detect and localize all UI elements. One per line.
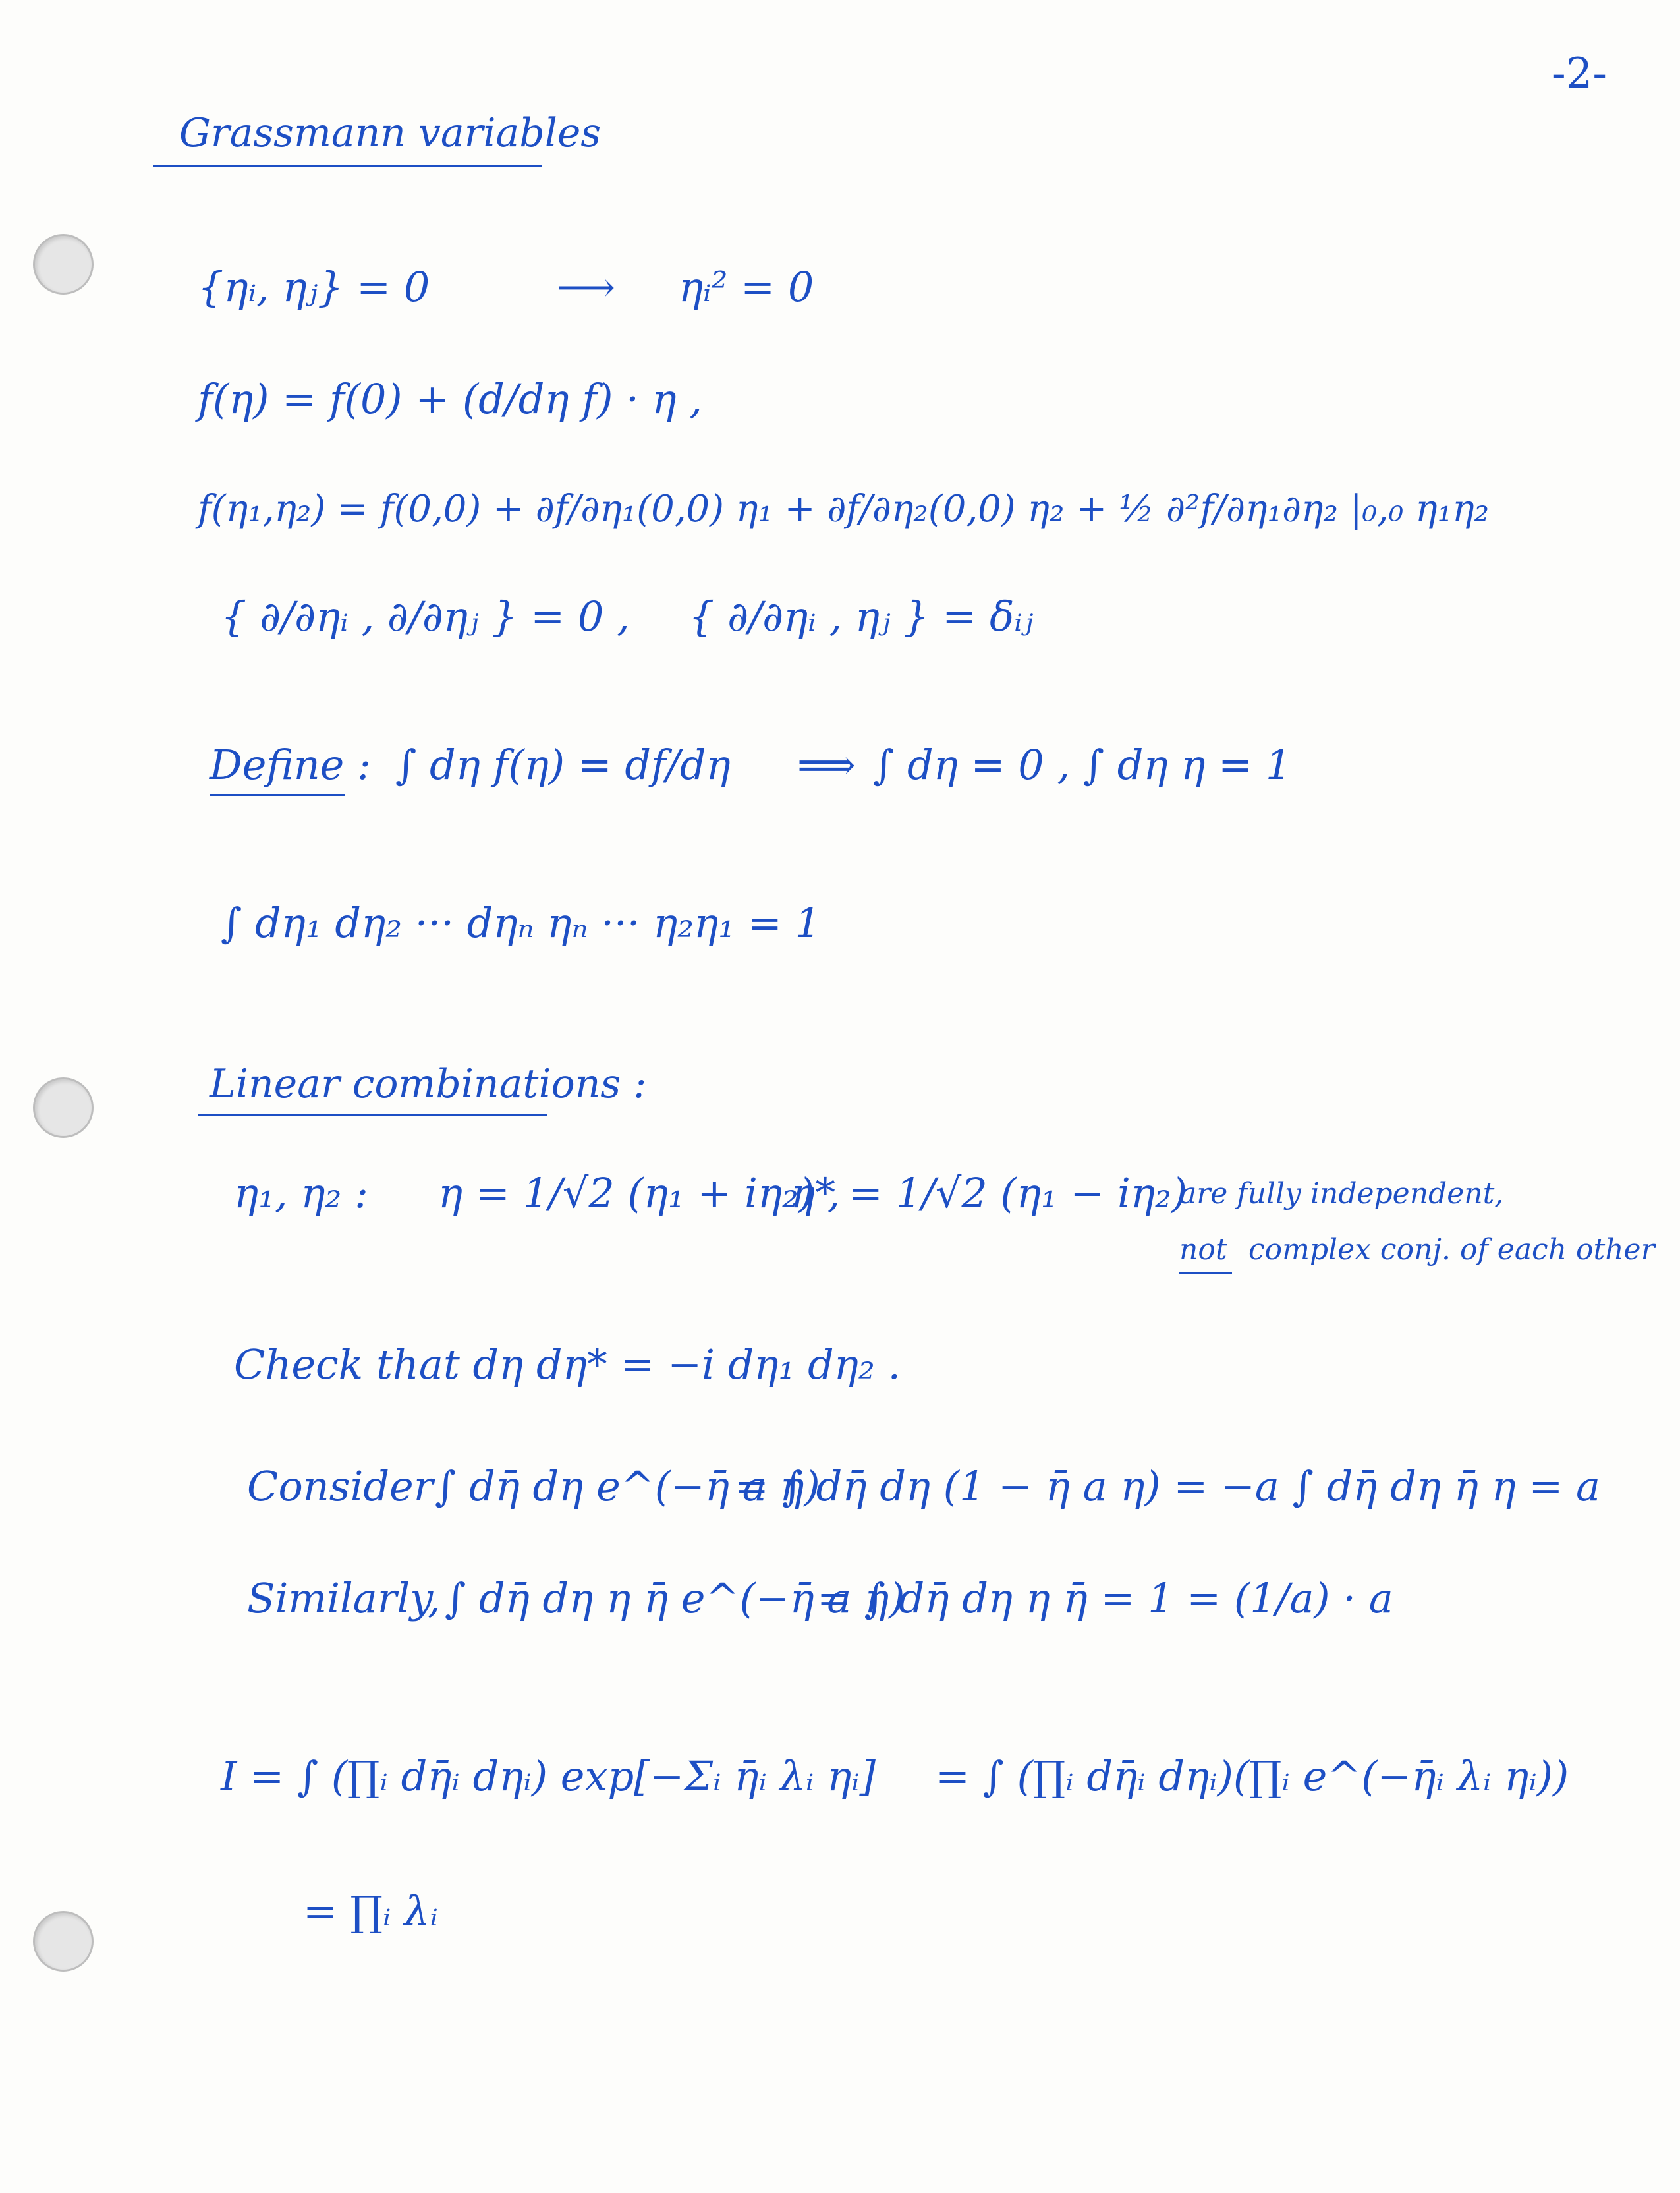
not-underline — [1179, 1272, 1232, 1274]
similarly-integral-lhs: ∫ dη̄ dη η η̄ e^(−η̄ a η) — [445, 1574, 905, 1622]
gaussian-integral-lhs: I = ∫ (∏ᵢ dη̄ᵢ dηᵢ) exp[−Σᵢ η̄ᵢ λᵢ ηᵢ] — [221, 1752, 876, 1800]
punch-hole-bottom — [33, 1911, 94, 1972]
independence-note-not: not — [1179, 1233, 1227, 1267]
independence-note-line1: are fully independent, — [1179, 1177, 1504, 1210]
check-statement: Check that dη dη* = −i dη₁ dη₂ . — [234, 1340, 901, 1388]
anticommutator-equation: {ηᵢ, ηⱼ} = 0 — [198, 263, 430, 311]
page-heading: Grassmann variables — [179, 110, 602, 156]
gaussian-integral-rhs: = ∫ (∏ᵢ dη̄ᵢ dηᵢ)(∏ᵢ e^(−η̄ᵢ λᵢ ηᵢ)) — [936, 1752, 1569, 1800]
taylor-single-variable: f(η) = f(0) + (d/dη f) · η , — [198, 375, 703, 423]
eta-star-definition: η* = 1/√2 (η₁ − iη₂) — [791, 1169, 1188, 1217]
multi-integral-identity: ∫ dη₁ dη₂ ··· dηₙ ηₙ ··· η₂η₁ = 1 — [221, 899, 821, 947]
punch-hole-middle — [33, 1077, 94, 1138]
consider-label: Consider — [247, 1462, 434, 1510]
define-underline — [210, 794, 345, 796]
linear-heading-underline — [198, 1114, 547, 1116]
similarly-label: Similarly, — [247, 1574, 441, 1622]
taylor-two-variables: f(η₁,η₂) = f(0,0) + ∂f/∂η₁(0,0) η₁ + ∂f/∂η₂(0,0) η₂ + ½ ∂²f/∂η₁∂η₂ |₀,₀ η₁η₂ — [198, 488, 1490, 530]
linear-combinations-heading: Linear combinations : — [210, 1061, 647, 1107]
consider-integral-lhs: ∫ dη̄ dη e^(−η̄ a η) — [435, 1462, 820, 1510]
basis-label: η₁, η₂ : — [234, 1169, 369, 1217]
integral-results: ∫ dη = 0 , ∫ dη η = 1 — [873, 741, 1292, 789]
derivative-anticommutator: { ∂/∂ηᵢ , ∂/∂ηⱼ } = 0 , — [221, 592, 630, 641]
gaussian-integral-result: = ∏ᵢ λᵢ — [303, 1887, 438, 1935]
integral-definition: ∫ dη f(η) = df/dη — [395, 741, 731, 789]
eta-definition: η = 1/√2 (η₁ + iη₂) , — [438, 1169, 841, 1217]
nilpotent-equation: ηᵢ² = 0 — [679, 263, 814, 311]
derivative-delta-relation: { ∂/∂ηᵢ , ηⱼ } = δᵢⱼ — [688, 592, 1034, 641]
independence-note-line2: complex conj. of each other — [1248, 1233, 1655, 1267]
punch-hole-top — [33, 234, 94, 295]
similarly-integral-rhs: = ∫ dη̄ dη η η̄ = 1 = (1/a) · a — [817, 1574, 1393, 1622]
page-number: -2- — [1552, 49, 1607, 98]
consider-integral-rhs: = ∫ dη̄ dη (1 − η̄ a η) = −a ∫ dη̄ dη η̄ η = a — [735, 1462, 1601, 1510]
heading-underline — [153, 165, 542, 167]
define-label: Define : — [210, 741, 371, 789]
implies-symbol: ⟹ — [797, 741, 856, 789]
arrow-symbol: ⟶ — [557, 263, 615, 311]
